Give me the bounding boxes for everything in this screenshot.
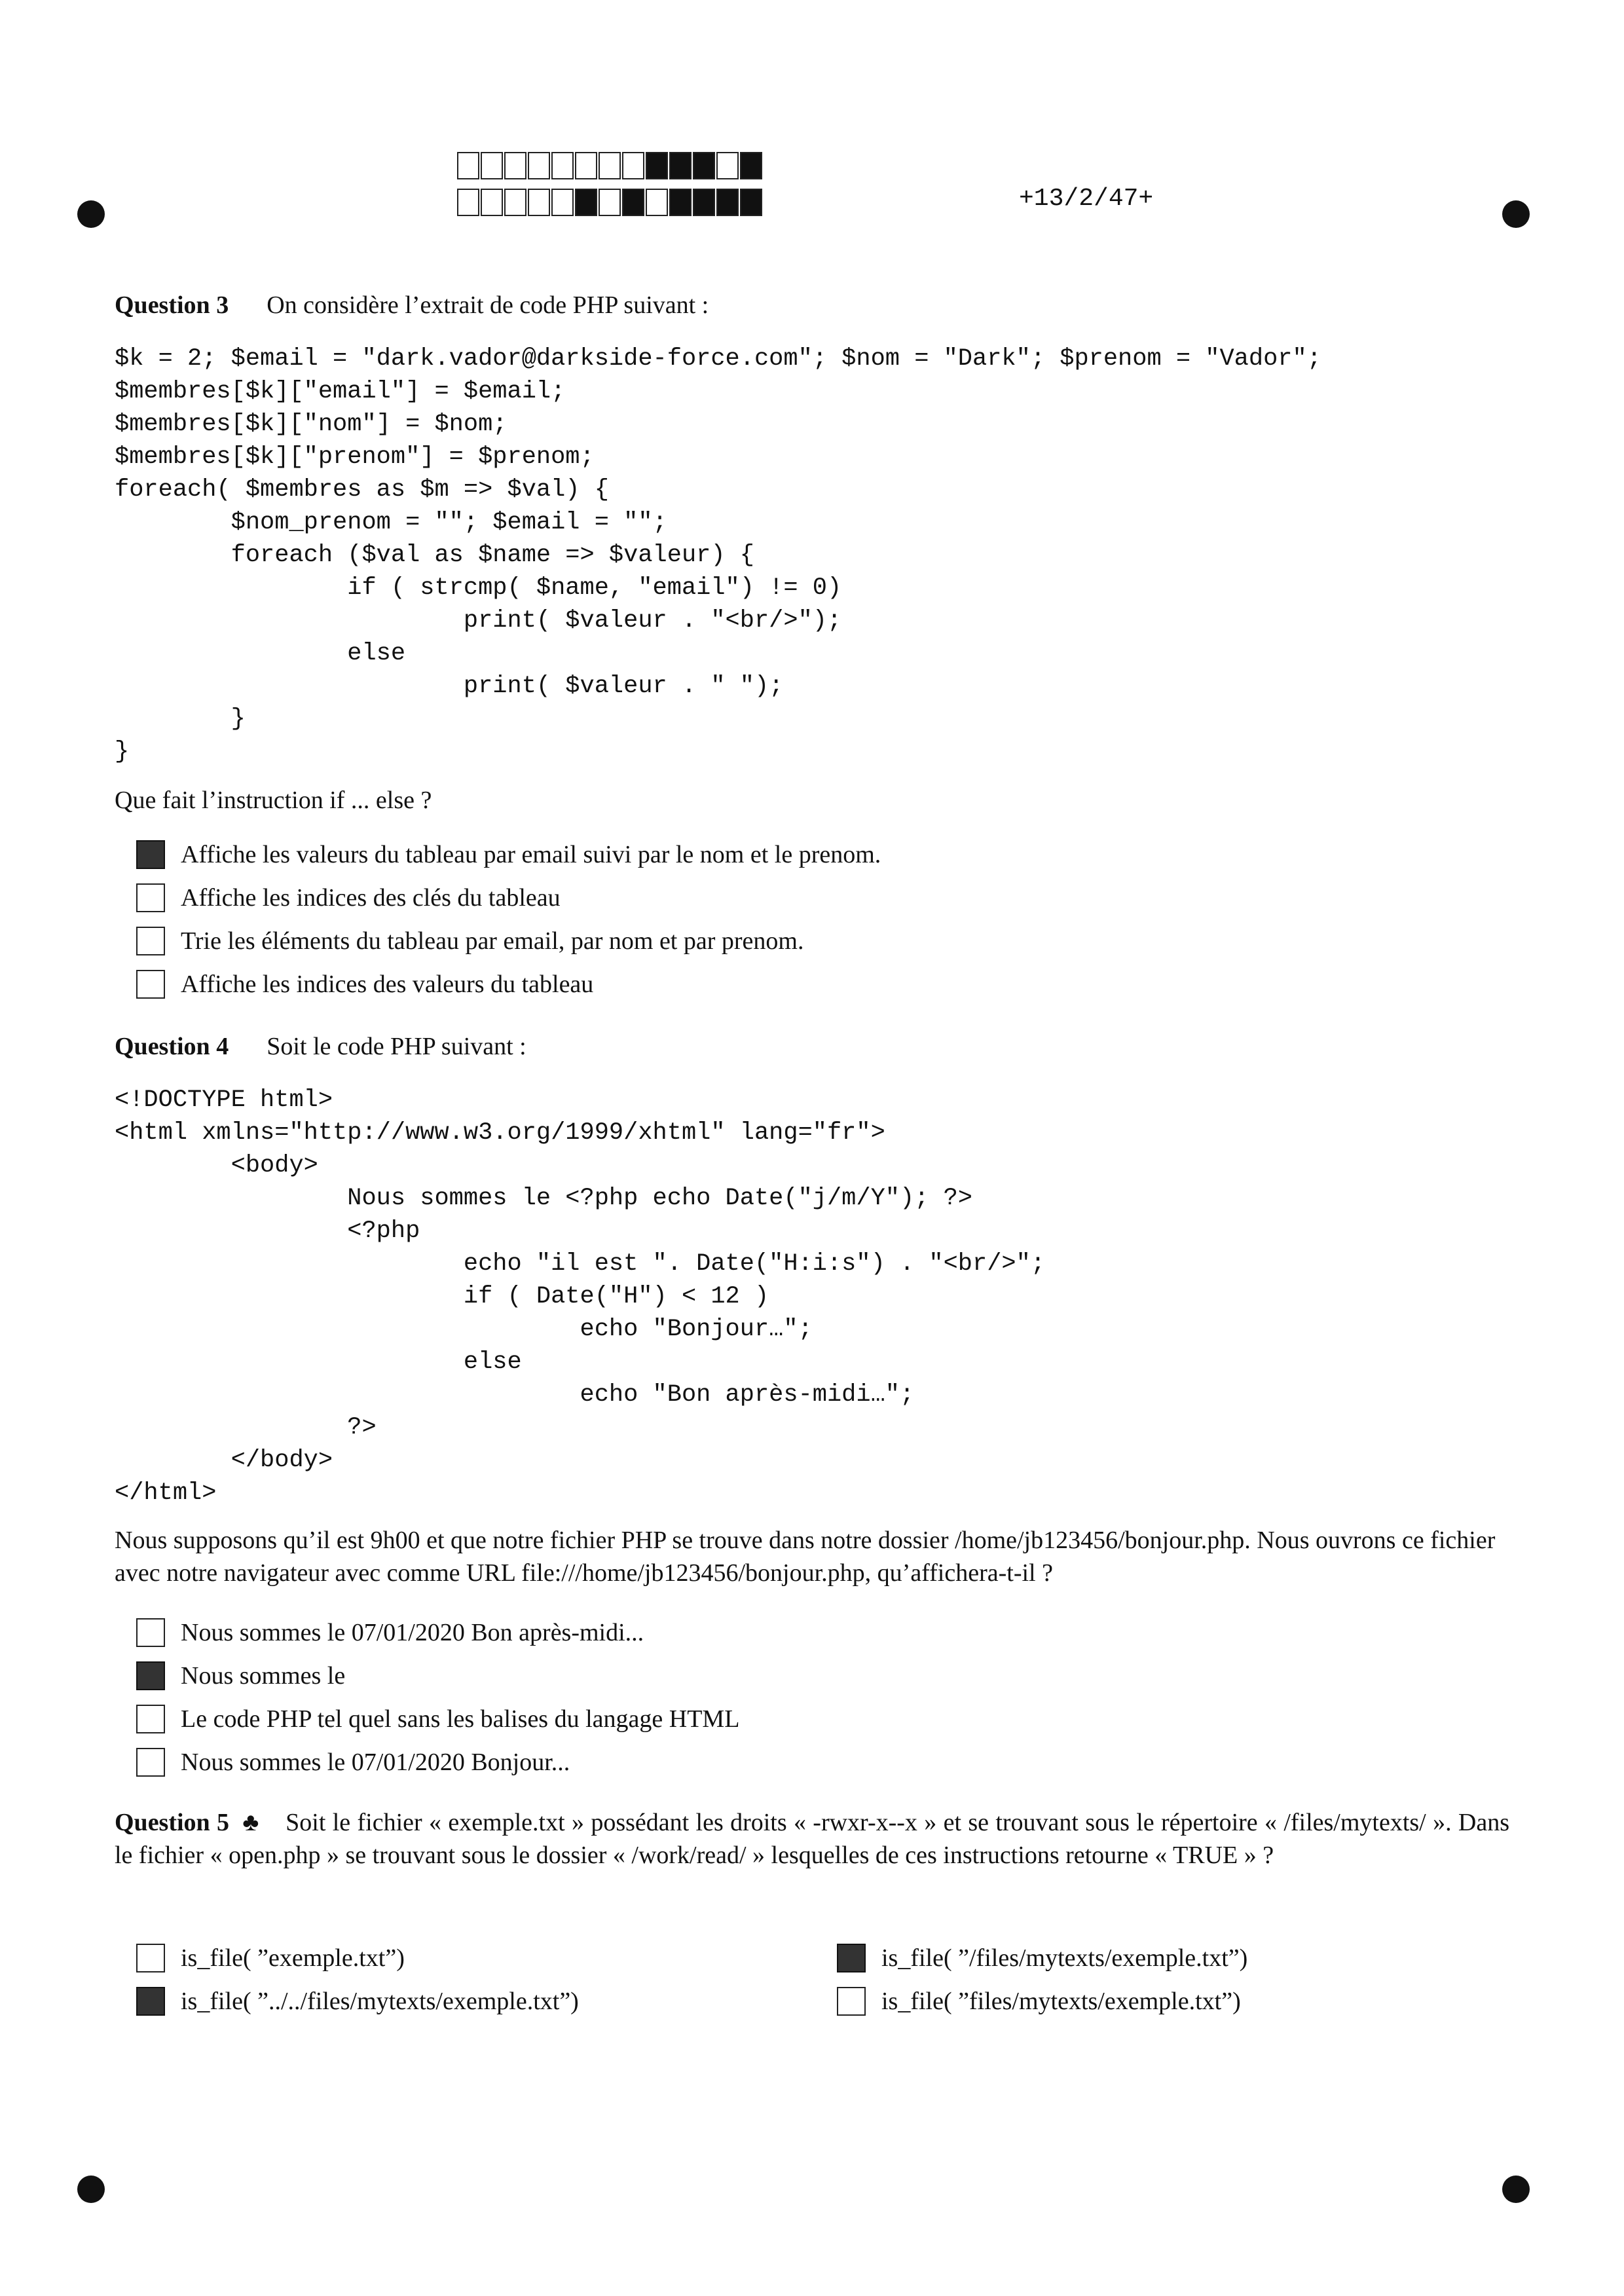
q4-option-4-checkbox[interactable] — [136, 1748, 165, 1777]
code-grid-cell — [693, 152, 715, 179]
q4-option-2-label: Nous sommes le — [181, 1662, 346, 1690]
question-5-label: Question 5 — [115, 1809, 230, 1836]
code-grid-cell — [740, 189, 762, 216]
q3-option-2[interactable] — [136, 881, 561, 914]
question-4-label: Question 4 — [115, 1033, 229, 1060]
code-grid-cell — [622, 152, 644, 179]
q5-option-4-label: is_file( ”files/mytexts/exemple.txt”) — [881, 1988, 1241, 2015]
code-grid-cell — [551, 152, 574, 179]
question-4-text: Soit le code PHP suivant : — [267, 1033, 526, 1060]
code-grid-cell — [504, 152, 526, 179]
q4-option-4[interactable] — [136, 1746, 570, 1779]
q4-option-4-label: Nous sommes le 07/01/2020 Bonjour... — [181, 1749, 570, 1776]
code-grid-cell — [740, 152, 762, 179]
question-3-header — [115, 289, 709, 322]
q5-option-1[interactable] — [136, 1942, 405, 1974]
registration-mark-top-right — [1502, 200, 1530, 228]
q3-option-4[interactable] — [136, 968, 593, 1001]
q5-option-4[interactable] — [837, 1985, 1241, 2018]
code-grid-cell — [551, 189, 574, 216]
q3-option-1-label: Affiche les valeurs du tableau par email suivi par le nom et le prenom. — [181, 841, 881, 868]
q5-option-3[interactable] — [136, 1985, 579, 2018]
code-grid-cell — [528, 152, 550, 179]
q4-option-1-label: Nous sommes le 07/01/2020 Bon après-midi... — [181, 1619, 644, 1646]
q5-option-3-label: is_file( ”../../files/mytexts/exemple.txt”) — [181, 1988, 579, 2015]
q5-option-2-checkbox[interactable] — [837, 1944, 866, 1972]
code-grid-cell — [646, 189, 668, 216]
q3-option-1[interactable] — [136, 838, 881, 871]
question-3-code: $k = 2; $email = "dark.vador@darkside-force.com"; $nom = "Dark"; $prenom = "Vador"; $membres[$k]["email"] = $email; $membres[$k]["nom"] = $nom; $membres[$k]["prenom"] = $prenom; foreach( $membres as $m => $val) { $nom_prenom = ""; $email = ""; foreach ($val as $name => $valeur) { if ( strcmp( $name, "email") != 0) print( $valeur . "<br/>"); else print( $valeur . " "); } } — [115, 345, 1321, 766]
question-4-header — [115, 1030, 526, 1063]
q3-option-4-checkbox[interactable] — [136, 970, 165, 999]
q3-option-2-checkbox[interactable] — [136, 883, 165, 912]
code-grid-cell — [693, 189, 715, 216]
q5-option-4-checkbox[interactable] — [837, 1987, 866, 2016]
q4-option-2[interactable] — [136, 1659, 345, 1692]
question-3-prompt: Que fait l’instruction if ... else ? — [115, 787, 432, 814]
q4-option-1-checkbox[interactable] — [136, 1618, 165, 1647]
code-grid-cell — [457, 152, 479, 179]
question-3-text: On considère l’extrait de code PHP suivant : — [267, 291, 709, 319]
q5-option-3-checkbox[interactable] — [136, 1987, 165, 2016]
page-id: +13/2/47+ — [1019, 185, 1154, 213]
code-grid-cell — [575, 189, 597, 216]
q5-option-1-label: is_file( ”exemple.txt”) — [181, 1944, 405, 1972]
code-grid-cell — [457, 189, 479, 216]
question-5-text: Soit le fichier « exemple.txt » possédant les droits « -rwxr-x--x » et se trouvant sous le répertoire « /files/mytexts/ ». Dans le fichier « open.php » se trouvant sous le dossier « /work/read/ » lesquelles de ces instructions retourne « TRUE » ? — [115, 1809, 1510, 1869]
question-5-statement — [115, 1806, 1509, 1872]
question-3-label: Question 3 — [115, 291, 229, 319]
code-grid-cell — [716, 189, 739, 216]
q3-option-4-label: Affiche les indices des valeurs du tableau — [181, 971, 594, 998]
club-icon: ♣ — [242, 1809, 260, 1836]
code-grid-cell — [599, 152, 621, 179]
q3-option-2-label: Affiche les indices des clés du tableau — [181, 884, 561, 912]
code-grid-cell — [481, 189, 503, 216]
code-grid-cell — [622, 189, 644, 216]
q4-option-2-checkbox[interactable] — [136, 1661, 165, 1690]
registration-mark-top-left — [77, 200, 105, 228]
q5-option-1-checkbox[interactable] — [136, 1944, 165, 1972]
code-grid-row — [457, 152, 764, 179]
q5-option-2[interactable] — [837, 1942, 1247, 1974]
registration-mark-bottom-right — [1502, 2176, 1530, 2203]
q3-option-1-checkbox[interactable] — [136, 840, 165, 869]
q4-option-1[interactable] — [136, 1616, 644, 1649]
question-4-code: <!DOCTYPE html> <html xmlns="http://www.w3.org/1999/xhtml" lang="fr"> <body> Nous sommes le <?php echo Date("j/m/Y"); ?> <?php echo "il est ". Date("H:i:s") . "<br/>"; if ( Date("H") < 12 ) echo "Bonjour…"; else echo "Bon après-midi…"; ?> </body> </html> — [115, 1086, 1046, 1507]
q3-option-3-checkbox[interactable] — [136, 927, 165, 955]
code-grid-cell — [599, 189, 621, 216]
question-4-prompt: Nous supposons qu’il est 9h00 et que notre fichier PHP se trouve dans notre dossier /home/jb123456/bonjour.php. Nous ouvrons ce fichier avec notre navigateur avec comme URL file:///home/jb123456/bonjour.php, qu’affichera-t-il ? — [115, 1527, 1496, 1587]
q3-option-3[interactable] — [136, 925, 803, 957]
code-grid-cell — [669, 189, 692, 216]
code-grid-cell — [504, 189, 526, 216]
code-grid-row — [457, 189, 764, 216]
q4-option-3[interactable] — [136, 1703, 739, 1735]
code-grid-cell — [716, 152, 739, 179]
q4-option-3-checkbox[interactable] — [136, 1705, 165, 1733]
code-grid-cell — [669, 152, 692, 179]
q5-option-2-label: is_file( ”/files/mytexts/exemple.txt”) — [881, 1944, 1248, 1972]
page-code-grid — [457, 152, 764, 225]
code-grid-cell — [528, 189, 550, 216]
q4-option-3-label: Le code PHP tel quel sans les balises du langage HTML — [181, 1705, 740, 1733]
q3-option-3-label: Trie les éléments du tableau par email, par nom et par prenom. — [181, 927, 804, 955]
registration-mark-bottom-left — [77, 2176, 105, 2203]
code-grid-cell — [481, 152, 503, 179]
code-grid-cell — [646, 152, 668, 179]
code-grid-cell — [575, 152, 597, 179]
